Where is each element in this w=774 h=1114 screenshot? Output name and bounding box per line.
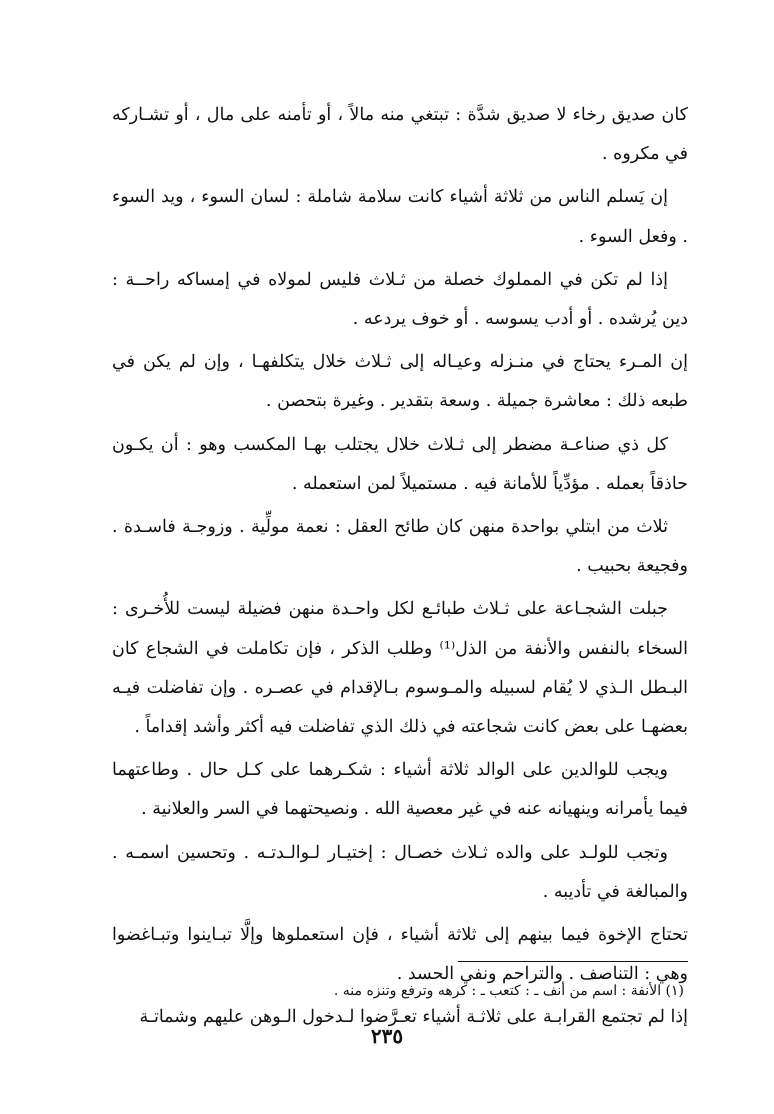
paragraph: إذا لم تكن في المملوك خصلة من ثـلاث فليس لمولاه في إمساكه راحــة : دين يُرشده . أو أدب يسوسه . أو خوف يردعه . [112, 269, 688, 330]
paragraph: ثلاث من ابتلي بواحدة منهن كان طائح العقل : نعمة مولِّية . وزوجـة فاسـدة . وفجيعة بحبيب . [112, 517, 688, 577]
paragraph: تحتاج الإخوة فيما بينهم إلى ثلاثة أشياء ، فإن استعملوها وإلَّا تبـاينوا وتبـاغضوا وهي : التناصف . والتراحم ونفي الحسد . [112, 925, 688, 985]
paragraph: كان صديق رخاء لا صديق شدَّة : تبتغي منه مالاً ، أو تأمنه على مال ، أو تشـاركه في مكروه . [112, 105, 688, 165]
paragraph: إن يَسلم الناس من ثلاثة أشياء كانت سلامة شاملة : لسان السوء ، ويد السوء . وفعل السوء . [112, 187, 688, 247]
page-number: ٢٣٥ [370, 1024, 404, 1048]
paragraph: ويجب للوالدين على الوالد ثلاثة أشياء : شكـرهما على كـل حال . وطاعتهما فيما يأمرانه وينهيانه عنه في غير معصية الله . ونصيحتهما في السر والعلانية . [112, 760, 688, 820]
paragraph: كل ذي صناعـة مضطر إلى ثـلاث خلال يجتلب بهـا المكسب وهو : أن يكـون حاذقاً بعمله . مؤدِّياً للأمانة فيه . مستميلاً لمن استعمله . [112, 434, 688, 494]
footnote: (١) الأنفة : اسم من أنف ـ : كتعب ـ : كرهه وترفع وتنزه منه . [333, 983, 684, 999]
body-text [112, 96, 688, 1042]
footnote-divider [458, 961, 688, 962]
paragraph: إن المـرء يحتاج في منـزله وعيـاله إلى ثـلاث خلال يتكلفهـا ، وإن لم يكن في طبعه ذلك : معاشرة جميلة . وسعة بتقدير . وغيرة بتحصن . [112, 352, 688, 412]
paragraph: وتجب للولـد على والده ثـلاث خصـال : إختيـار لـوالـدتـه . وتحسين اسمـه . والمبالغة في تأديبه . [112, 842, 688, 902]
paragraph: إذا لم تجتمع القرابـة على ثلاثـة أشياء تعـرَّضوا لـدخول الـوهن عليهم وشماتـة [139, 1007, 688, 1028]
paragraph: جبلت الشجـاعة على ثـلاث طبائـع لكل واحـدة منهن فضيلة ليست للأُخـرى : السخاء بالنفس والأنفة من الذل⁽¹⁾ وطلب الذكر ، فإن تكاملت في الشجاع كان البـطل الـذي لا يُقام لسبيله والمـوسوم بـالإقدام في عصـره . وإن تفاضلت فيـه بعضهـا على بعض كانت شجاعته في ذلك الذي تفاضلت فيه أكثر وأشد إقداماً . [112, 599, 688, 738]
